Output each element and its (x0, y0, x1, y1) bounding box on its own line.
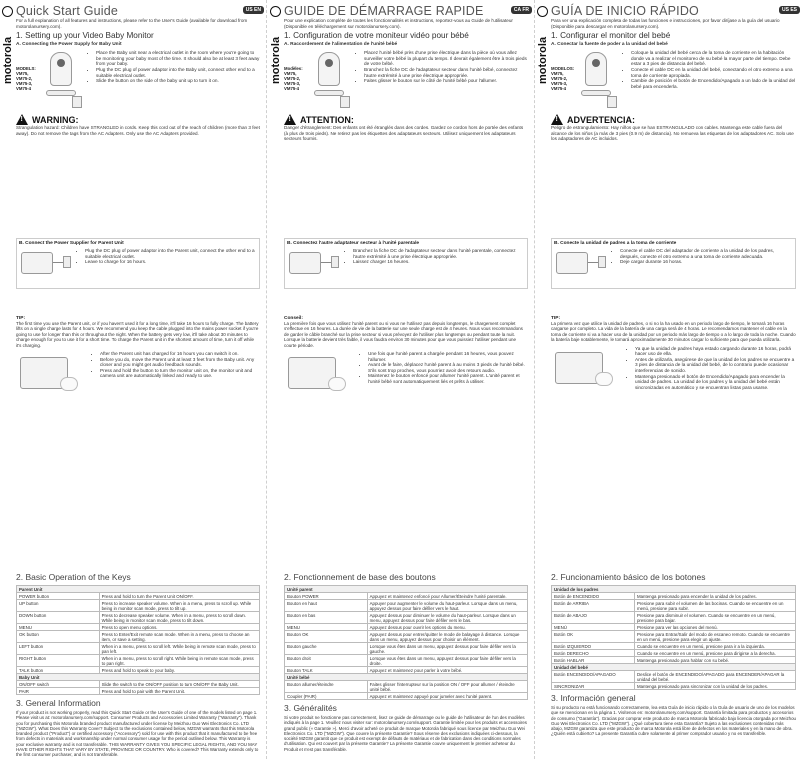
keys-table-body (552, 586, 796, 690)
key-name-cell: SINCRONIZAR (552, 683, 635, 690)
keys-general-section (551, 572, 796, 757)
setup-bullets (354, 50, 528, 110)
key-name-cell: MENU (17, 624, 100, 631)
list-item: • Conecte el cable DC del adaptador de corriente a la unidad de los padres, después, conecte el otro extremo a una toma de corriente adecuada. (620, 248, 793, 259)
list-item: • Branchez la fiche DC de l'adaptateur secteur dans l'unité parentale, connectez l'autre extrémité à une prise électrique appropriée. (353, 248, 525, 259)
list-item: • Antes de utilizarla, asegúrese de que la unidad de los padres se encuentre a 3 pies de distancia de la unidad del bebé, de lo contrario puede ocasionar interferencias de sonido. (635, 357, 796, 374)
key-desc-cell: Press to Enter/Exit remote scan mode. When in a menu, press to choose an item, or save a setting. (99, 631, 259, 643)
key-desc-cell: Cuando se encuentre en un menú, presione para ir a la izquierda. (634, 643, 795, 650)
keys-table-body (17, 586, 260, 695)
key-desc-cell: Lorsque vous êtes dans un menu, appuyez dessus pour faire défiler vers la droite. (367, 655, 527, 667)
plug-icon (63, 256, 71, 268)
key-name-cell: DOWN button (17, 612, 100, 624)
key-desc-cell: Mantenga presionado para sincronizar con la unidad de los padres. (634, 683, 795, 690)
key-desc-cell: Slide the switch to the ON/OFF position to turn ON/OFF the Baby Unit. (99, 681, 259, 688)
table-row (552, 683, 796, 690)
brand-vertical (537, 14, 549, 254)
page-title: GUIDE DE DÉMARRAGE RAPIDE (284, 4, 484, 18)
section-1-title: 1. Configuration de votre moniteur vidéo pour bébé (284, 31, 469, 41)
models-label: MODELS: (16, 66, 36, 72)
table-row (285, 600, 528, 612)
monitor-icon (289, 252, 321, 274)
table-row (285, 612, 528, 624)
table-row (17, 631, 260, 643)
keys-general-section (16, 572, 260, 757)
key-desc-cell: Cuando se encuentre en un menú, presione para dirigirse a la derecha. (634, 650, 795, 657)
adapter-icon (607, 96, 617, 108)
list-item: • Placez l'unité bébé près d'une prise électrique dans la pièce où vous allez surveiller votre bébé la plupart du temps. Il devrait également être à trois pieds de votre bébé. (364, 50, 528, 67)
key-name-cell: Bouton en bas (285, 612, 368, 624)
camera-icon (585, 52, 607, 86)
key-name-cell: MENÚ (552, 624, 635, 631)
plug-icon (598, 256, 606, 268)
model-item: VM75, (284, 71, 297, 77)
keys-general-section (284, 572, 528, 757)
model-item: VM75-2, (16, 76, 33, 82)
list-item: • Coloque la unidad del bebé cerca de la toma de corriente en la habitación donde va a realizar el monitoreo de su bebé la mayor parte del tiempo. Debe estar a 3 pies de distancia del bebé. (631, 50, 796, 67)
model-item: VM75-2, (551, 76, 568, 82)
model-item: VM75-3, (551, 81, 568, 87)
list-item: • Place the Baby unit near a electrical outlet in the room where you're going to be monitoring your baby most of the time. It should also be at least 3 feet away from your baby. (96, 50, 260, 67)
power-on-bullets (358, 351, 528, 397)
key-desc-cell: Appuyez et maintenez pour parler à votre bébé. (367, 667, 527, 674)
table-row (17, 667, 260, 674)
brand-text: motorola (2, 36, 14, 84)
table-row (552, 643, 796, 650)
warning-icon (16, 114, 28, 125)
key-desc-cell: When in a menu, press to scroll left. While being in remote scan mode, press to pan left. (99, 643, 259, 655)
list-item: • Leave to charge for 16 hours. (85, 259, 257, 265)
hand-icon (595, 372, 613, 386)
monitor-icon (21, 252, 53, 274)
list-item: • Cambie de posición el botón de Encendido/Apagado a un lado de la unidad del bebé para encenderla. (631, 78, 796, 89)
warning-header (16, 114, 260, 125)
table-row (552, 600, 796, 612)
table-row (17, 600, 260, 612)
key-desc-cell: Faites glisser l'interrupteur sur la position ON / OFF pour allumer / éteindre unité bébé. (367, 681, 527, 693)
parent-power-bullets (75, 248, 257, 286)
parent-power-row (287, 248, 525, 286)
setup-row (284, 50, 528, 110)
list-item: • Maintenez le bouton enfoncé pour allumer l'unité parent. L'unité parent et l'unité bébé sont automatiquement liés et prêts à utiliser. (368, 373, 528, 384)
tip-text: La primera vez que utilice la unidad de padres, o si no la ha usado en un periodo largo de tiempo, le tomará 16 horas cargarse por completo. La vida de la batería de una carga será de 4 horas. Le recomendamos mantener el cable en la toma de corriente si va a hacer uso de la unidad por un periodo más largo de tiempo o a lo largo de toda la noche. Cuando la batería baje notablemente, le tomará aproximadamente 30 minutos cargar lo suficiente para que pueda utilizarla. (551, 321, 796, 343)
list-item: • Avant de le faire, déplacez l'unité parent à au moins 3 pieds de l'unité bébé. S'ils sont trop proches, vous pourriez avoir des retours audio. (368, 362, 528, 373)
key-desc-cell: Press and hold to speak to your baby. (99, 667, 259, 674)
parent-unit-hand-illustration (551, 346, 621, 392)
key-name-cell: OK button (17, 631, 100, 643)
table-row (552, 612, 796, 624)
parent-unit-hand-illustration (284, 351, 354, 397)
brand-vertical (2, 14, 14, 254)
setup-section (16, 4, 260, 232)
key-name-cell: Botón de ARRIBA (552, 600, 635, 612)
warning-icon (284, 114, 296, 125)
list-item: • After the Parent unit has charged for 16 hours you can switch it on. (100, 351, 260, 357)
table-header-cell: Baby Unit (17, 674, 260, 681)
adapter-icon (340, 96, 350, 108)
table-row (285, 643, 528, 655)
tip-text: La première fois que vous utilisez l'unité parent ou si vous ne l'utilisez pas depuis longtemps, le chargement complet s'effectue en 16 heures. La durée de vie de la batterie sur une seule charge est de 4 heures. Nous vous recommandons de garder le câble branché sur la prise secteur si vous prévoyez de l'utiliser plus longtemps ou pendant toute la nuit. Lorsque la batterie devient très faible, il vous faudra environ 30 minutes pour que vous puissiez l'utiliser pendant une courte période. (284, 321, 523, 348)
power-on-bullets (625, 346, 796, 392)
model-item: VM75-4 (551, 86, 567, 92)
list-item: • Une fois que l'unité parent a chargée pendant 16 heures, vous pouvez l'allumer. (368, 351, 528, 362)
setup-bullets (86, 50, 260, 110)
table-row (285, 693, 528, 700)
tip-title: TIP: (551, 316, 561, 321)
key-desc-cell: Mantenga presionado para hablar con su bebé. (634, 657, 795, 664)
parent-power-section (284, 238, 528, 308)
list-item: • Laissez charger 16 heures. (353, 259, 525, 265)
parent-power-section (551, 238, 796, 308)
parent-unit-illustration (19, 248, 71, 286)
hand-icon (60, 377, 78, 391)
table-header-row (285, 586, 528, 593)
key-name-cell: Botón DERECHO (552, 650, 635, 657)
parent-power-section (16, 238, 260, 308)
list-item: • Plug the DC plug of power adaptor into the Parent unit, connect the other end to a suitable electrical outlet. (85, 248, 257, 259)
table-row (285, 631, 528, 643)
language-badge: US ES (779, 6, 800, 14)
key-desc-cell: Presione para disminuir el volumen. Cuando se encuentre en un menú, presione para bajar. (634, 612, 795, 624)
key-desc-cell: When in a menu, press to scroll right. While being in remote scan mode, press to pan right. (99, 655, 259, 667)
key-desc-cell: Appuyer pour augmenter le volume du haut-parleur. Lorsque dans un menu, appuyez dessus pour faire défiler vers le haut. (367, 600, 527, 612)
warning-title: ADVERTENCIA: (567, 114, 636, 125)
setup-bullets (621, 50, 796, 110)
table-row (17, 681, 260, 688)
warning-text: Peligro de estrangulamiento: Hay niños que se han ESTRANGULADO con cables. Mantenga este cable fuera del alcance de los niños (a más de 3 pies (0.9 m) de distancia). No remueva las etiquetas de los adaptadores AC. Solo use los adaptadores de AC incluidos. (551, 125, 794, 142)
table-row (285, 593, 528, 600)
list-item: • Branchez la fiche DC de l'adaptateur secteur dans l'unité bébé, connectez l'autre extrémité à une prise électrique appropriée. (364, 67, 528, 78)
subsection-b-title: B. Connect the Power Supplier for Parent Unit (19, 241, 124, 246)
general-info-text: Si votre produit ne fonctionne pas correctement, lisez ce guide de démarrage ou le guide de l'utilisateur de l'un des modèles indiqués à la page 1. Veuillez nous visiter sur: motorolanursery.com/support. Garantie limitée pour les produits et accessoires grand public (« Garantie »). Merci d'avoir acheté ce produit de marque Motorola fabriqué sous licence par Meizhou Guo Wei Electronics Co. LTD ("MZGW"). Que couvre la présente Garantie? Sous réserve des exclusions indiquées ci-dessous, la société MZGW garantit que ce produit est exempt de défauts de matériaux et de fabrication dans des conditions normales d'utilisation. Qui est couvert par la présente Garantie? La présente Garantie couvre uniquement le premier acheteur du Produit et n'est pas transférable. (284, 715, 527, 752)
list-item: • Ya que la unidad de padres haya estado cargando durante 16 horas, podrá hacer uso de ella. (635, 346, 796, 357)
table-row (552, 671, 796, 683)
page-en (0, 0, 267, 759)
key-desc-cell: Appuyez dessus pour diminuer le volume du haut-parleur. Lorsque dans un menu, appuyez dessus pour faire défiler vers le bas. (367, 612, 527, 624)
tip-and-keys-section (551, 314, 796, 568)
key-desc-cell: Presione para ver las opciones del menú. (634, 624, 795, 631)
model-item: VM75-2, (284, 76, 301, 82)
models-label: MODELOS: (551, 66, 575, 72)
list-item: • Plug the DC plug of power adaptor into the Baby unit, connect other end to a suitable electrical outlet. (96, 67, 260, 78)
section-3-title: 3. General Information (16, 698, 101, 708)
key-name-cell: UP button (17, 600, 100, 612)
table-row (285, 624, 528, 631)
power-on-row (16, 351, 260, 397)
setup-section (284, 4, 528, 232)
intro-text: Para ver una explicación completa de todas las funciones e instrucciones, por favor diríjase a la guía del usuario (Disponible para descargar en motorolanursery.com). (551, 18, 780, 29)
parent-power-box (284, 238, 528, 289)
table-row (552, 650, 796, 657)
table-row (552, 624, 796, 631)
brand-text: motorola (270, 36, 282, 84)
section-2-title: 2. Fonctionnement de base des boutons (284, 572, 436, 582)
power-on-row (284, 351, 528, 397)
key-name-cell: LEFT button (17, 643, 100, 655)
key-desc-cell: Press to decrease speaker volume. When in a menu, press to scroll down. While being in monitor scan mode, press to tilt down. (99, 612, 259, 624)
key-desc-cell: Appuyez et maintenez enfoncé pour Allumer/Éteindre l'unité parentale. (367, 593, 527, 600)
table-header-cell: Parent Unit (17, 586, 260, 593)
warning-title: WARNING: (32, 114, 79, 125)
section-1-title: 1. Configurar el monitor del bebé (551, 31, 671, 41)
parent-power-bullets (610, 248, 793, 286)
table-header-row (552, 664, 796, 671)
warning-text: Danger d'étranglement: Des enfants ont été étranglés dans des cordes. Gardez ce cordon hors de portée des enfants (à plus de trois pieds). Ne retirez pas les étiquettes des adaptateurs secteurs. Utilisez uniquement les adaptateurs secteurs fournis. (284, 125, 524, 142)
table-row (552, 593, 796, 600)
subsection-b-title: B. Conecte la unidad de padres a la toma de corriente (554, 241, 677, 246)
baby-unit-illustration (310, 50, 350, 110)
list-item: • Deje cargar durante 16 horas. (620, 259, 793, 265)
parent-power-row (554, 248, 793, 286)
brand-vertical (270, 14, 282, 254)
key-name-cell: Botón OK (552, 631, 635, 643)
tip-title: TIP: (16, 316, 26, 321)
keys-table (16, 585, 260, 695)
keys-table (284, 585, 528, 700)
key-desc-cell: Mantenga presionado para encender la unidad de los padres. (634, 593, 795, 600)
power-on-bullets (90, 351, 260, 397)
monitor-icon (556, 252, 588, 274)
table-header-cell: Unidad del bebé (552, 664, 796, 671)
table-row (285, 681, 528, 693)
plug-icon (331, 256, 339, 268)
table-row (17, 612, 260, 624)
key-name-cell: Coupler (PAIR) (285, 693, 368, 700)
list-item: • Press and hold the button to turn the monitor unit on, the monitor unit and camera unit are automatically linked and ready to use. (100, 368, 260, 379)
models-list (551, 50, 573, 110)
key-name-cell: MENU (285, 624, 368, 631)
baby-unit-illustration (42, 50, 82, 110)
key-name-cell: PAIR (17, 688, 100, 695)
adapter-icon (72, 96, 82, 108)
general-info-text: Si su producto no está funcionando correctamente, lea esta Guía de inicio rápido o la Guía de usuario de uno de los modelos que se mencionan en la página 1. Visítenos en: motorolanursery.com/support. Garantía limitada para productos y accesorios de consumo ("Garantía"). Gracias por comprar este producto de marca Motorola fabricado bajo licencia otorgada por Meizhou Guo Wei Electronics Co. LTD ("MZGW"). ¿Qué cobertura tiene esta Garantía? Sujeto a las exclusiones contenidas más abajo, MZGW garantiza que este producto de marca Motorola está libre de defectos en los materiales y en la mano de obra. ¿Quién está cubierto? La presente Garantía cubre solamente al primer comprador usuario y no es transferible. (551, 705, 796, 737)
subsection-a-title: A. Raccordement de l'alimentation de l'unité bébé (284, 42, 398, 48)
section-2-title: 2. Funcionamiento básico de los botones (551, 572, 706, 582)
subsection-a-title: A. Conectar la fuente de poder a la unidad del bebé (551, 42, 668, 48)
parent-power-row (19, 248, 257, 286)
setup-row (16, 50, 260, 110)
parent-power-bullets (343, 248, 525, 286)
intro-text: Pour une explication complète de toutes les fonctionnalités et instructions, reportez-vous au Guide de l'utilisateur (Disponible en téléchargement sur motorolanursery.com). (284, 18, 513, 29)
parent-unit-hand-illustration (16, 351, 86, 397)
key-desc-cell: Appuyez dessus pour entrer/quitter le mode de balayage à distance. Lorsque dans un menu, appuyez dessus pour choisir un élément. (367, 631, 527, 643)
table-header-cell: Unité parent (285, 586, 528, 593)
subsection-b-title: B. Connectez l'autre adaptateur secteur à l'unité parentale (287, 241, 420, 246)
key-name-cell: Bouton allumer/éteindre (285, 681, 368, 693)
key-name-cell: Bouton en haut (285, 600, 368, 612)
key-desc-cell: Presione para Entrar/Salir del modo de escaneo remoto. Cuando se encuentre en un menú, presione para elegir un ajuste. (634, 631, 795, 643)
tip-and-keys-section (284, 314, 528, 568)
section-2-title: 2. Basic Operation of the Keys (16, 572, 131, 582)
baby-unit-illustration (577, 50, 617, 110)
models-label: Modèles: (284, 66, 303, 72)
subsection-a-title: A. Connecting the Power Supply for Baby Unit (16, 42, 122, 48)
model-item: VM75, (16, 71, 29, 77)
key-name-cell: POWER button (17, 593, 100, 600)
key-name-cell: Botón de ENCENDIDO (552, 593, 635, 600)
table-row (17, 593, 260, 600)
section-1-title: 1. Setting up your Video Baby Monitor (16, 31, 154, 41)
key-name-cell: Bouton TALK (285, 667, 368, 674)
key-desc-cell: Appuyez dessus pour ouvrir les options du menu. (367, 624, 527, 631)
section-3-title: 3. Información general (551, 693, 636, 703)
tip-text: The first time you use the Parent unit, or if you haven't used it for a long time, it'll take 16 hours to fully charge. The battery lifts on a single charge lasts for 4 hours. We recommend you keep the cable plugged into the mains power socket if you're going to use for longer than this or throughout the night. When the battery gets very low, it'll take about 30 minutes to charge enough for you to use it for a short time. To charge the Parent unit in the shortest amount of time, turn it off while it's charging. (16, 321, 259, 348)
table-header-row (285, 674, 528, 681)
warning-icon (551, 114, 563, 125)
list-item: • Conecte el cable DC en la unidad del bebé, conectando el otro extremo a una toma de corriente apropiada. (631, 67, 796, 78)
key-desc-cell: Lorsque vous êtes dans un menu, appuyez dessus pour faire défiler vers la gauche. (367, 643, 527, 655)
table-header-cell: Unidad de los padres (552, 586, 796, 593)
tip-title: Conseil: (284, 316, 303, 321)
setup-section (551, 4, 796, 232)
power-on-row (551, 346, 796, 392)
hand-icon (328, 377, 346, 391)
warning-text: Strangulation hazard: Children have STRANGLED in cords. Keep this cord out of the reach of children (more than 3 feet away). Do not remove the tags from the AC Adapters. Only use the AC Adapters provided. (16, 125, 260, 136)
intro-text: For a full explanation of all features and instructions, please refer to the User's Guide (available for download from motorolanursery.com). (16, 18, 248, 29)
list-item: • Faites glisser le bouton sur le côté de l'unité bébé pour l'allumer. (364, 78, 528, 84)
tip-and-keys-section (16, 314, 260, 568)
keys-table (551, 585, 796, 690)
table-header-cell: Unité bébé (285, 674, 528, 681)
key-name-cell: Bouton POWER (285, 593, 368, 600)
list-item: • Mantenga presionado el botón de Encendido/Apagado para encender la unidad de padres. La unidad de los padres y la unidad del bebé están sincronizadas en automático y se encuentran listas para usarse. (635, 374, 796, 391)
table-row (285, 667, 528, 674)
table-row (17, 624, 260, 631)
list-item: • Before you do, move the Parent unit at least 3 feet from the Baby unit. Any closer and you might get audio feedback sounds. (100, 357, 260, 368)
key-desc-cell: Press to open menu options. (99, 624, 259, 631)
parent-unit-illustration (287, 248, 339, 286)
model-item: VM75, (551, 71, 564, 77)
warning-header (551, 114, 796, 125)
page-title: Quick Start Guide (16, 4, 119, 18)
page-es (535, 0, 802, 759)
key-desc-cell: Press and hold to turn the Parent Unit ON/OFF. (99, 593, 259, 600)
key-name-cell: RIGHT button (17, 655, 100, 667)
key-name-cell: Botón HABLAR (552, 657, 635, 664)
key-name-cell: Bouton gauche (285, 643, 368, 655)
key-name-cell: Botón ENCENDIDO/APAGADO (552, 671, 635, 683)
list-item: • Slide the button on the side of the baby unit up to turn it on. (96, 78, 260, 84)
key-desc-cell: Presione para subir el volumen de las bocinas. Cuando se encuentre en un menú, presione para subir. (634, 600, 795, 612)
parent-power-box (16, 238, 260, 289)
table-row (17, 688, 260, 695)
language-badge: CA FR (511, 6, 532, 14)
general-info-text: If your product is not working properly, read this Quick Start Guide or the User's Guide of one of the models listed on page 1. Please visit us at: motorolanursery.com/support. Consumer Products and Accessories Limited Warranty ("Warranty"). Thank you for purchasing this Motorola branded product manufactured under license by Meizhou Guo Wei Electronics Co. LTD ("MZGW"). What Does this Warranty Cover? Subject to the exclusions contained below, MZGW warrants that this Motorola branded product ("Product") or certified accessory ("Accessory") sold for use with this product that it manufactured to be free from defects in materials and workmanship under normal consumer usage for the period outlined below. This Warranty is your exclusive warranty and is not transferable. THIS WARRANTY GIVES YOU SPECIFIC LEGAL RIGHTS, AND YOU MAY HAVE OTHER RIGHTS THAT VARY BY STATE, PROVINCE OR COUNTRY. Who is covered? This Warranty extends only to the first consumer purchaser, and is not transferable. (16, 710, 259, 758)
table-header-row (17, 586, 260, 593)
key-name-cell: Botón IZQUIERDO (552, 643, 635, 650)
key-name-cell: TALK button (17, 667, 100, 674)
table-row (17, 643, 260, 655)
section-3-title: 3. Généralités (284, 703, 337, 713)
models-list (16, 50, 38, 110)
models-list (284, 50, 306, 110)
table-header-row (552, 586, 796, 593)
key-name-cell: Bouton droit (285, 655, 368, 667)
model-item: VM75-4 (284, 86, 300, 92)
language-badge: US EN (243, 6, 264, 14)
key-desc-cell: Press and hold to pair with the Parent Unit. (99, 688, 259, 695)
page-title: GUÍA DE INICIO RÁPIDO (551, 4, 699, 18)
key-name-cell: ON/OFF switch (17, 681, 100, 688)
page-fr (268, 0, 535, 759)
model-item: VM75-3, (284, 81, 301, 87)
parent-unit-illustration (554, 248, 606, 286)
camera-icon (50, 52, 72, 86)
table-row (285, 655, 528, 667)
warning-header (284, 114, 528, 125)
table-row (17, 655, 260, 667)
table-row (552, 631, 796, 643)
table-header-row (17, 674, 260, 681)
model-item: VM75-4 (16, 86, 32, 92)
camera-icon (318, 52, 340, 86)
model-item: VM75-3, (16, 81, 33, 87)
keys-table-body (285, 586, 528, 700)
key-name-cell: Botón de ABAJO (552, 612, 635, 624)
key-desc-cell: Deslice el botón de ENCENDIDO/APAGADO para ENCENDER/APAGAR la unidad del bebé. (634, 671, 795, 683)
key-name-cell: Bouton OK (285, 631, 368, 643)
key-desc-cell: Press to increase speaker volume. When in a menu, press to scroll up. While being in monitor scan mode, press to tilt up. (99, 600, 259, 612)
setup-row (551, 50, 796, 110)
parent-power-box (551, 238, 796, 289)
key-desc-cell: Appuyez et maintenez appuyé pour jumeler avec l'unité parent. (367, 693, 527, 700)
brand-text: motorola (537, 36, 549, 84)
warning-title: ATTENTION: (300, 114, 354, 125)
table-row (552, 657, 796, 664)
